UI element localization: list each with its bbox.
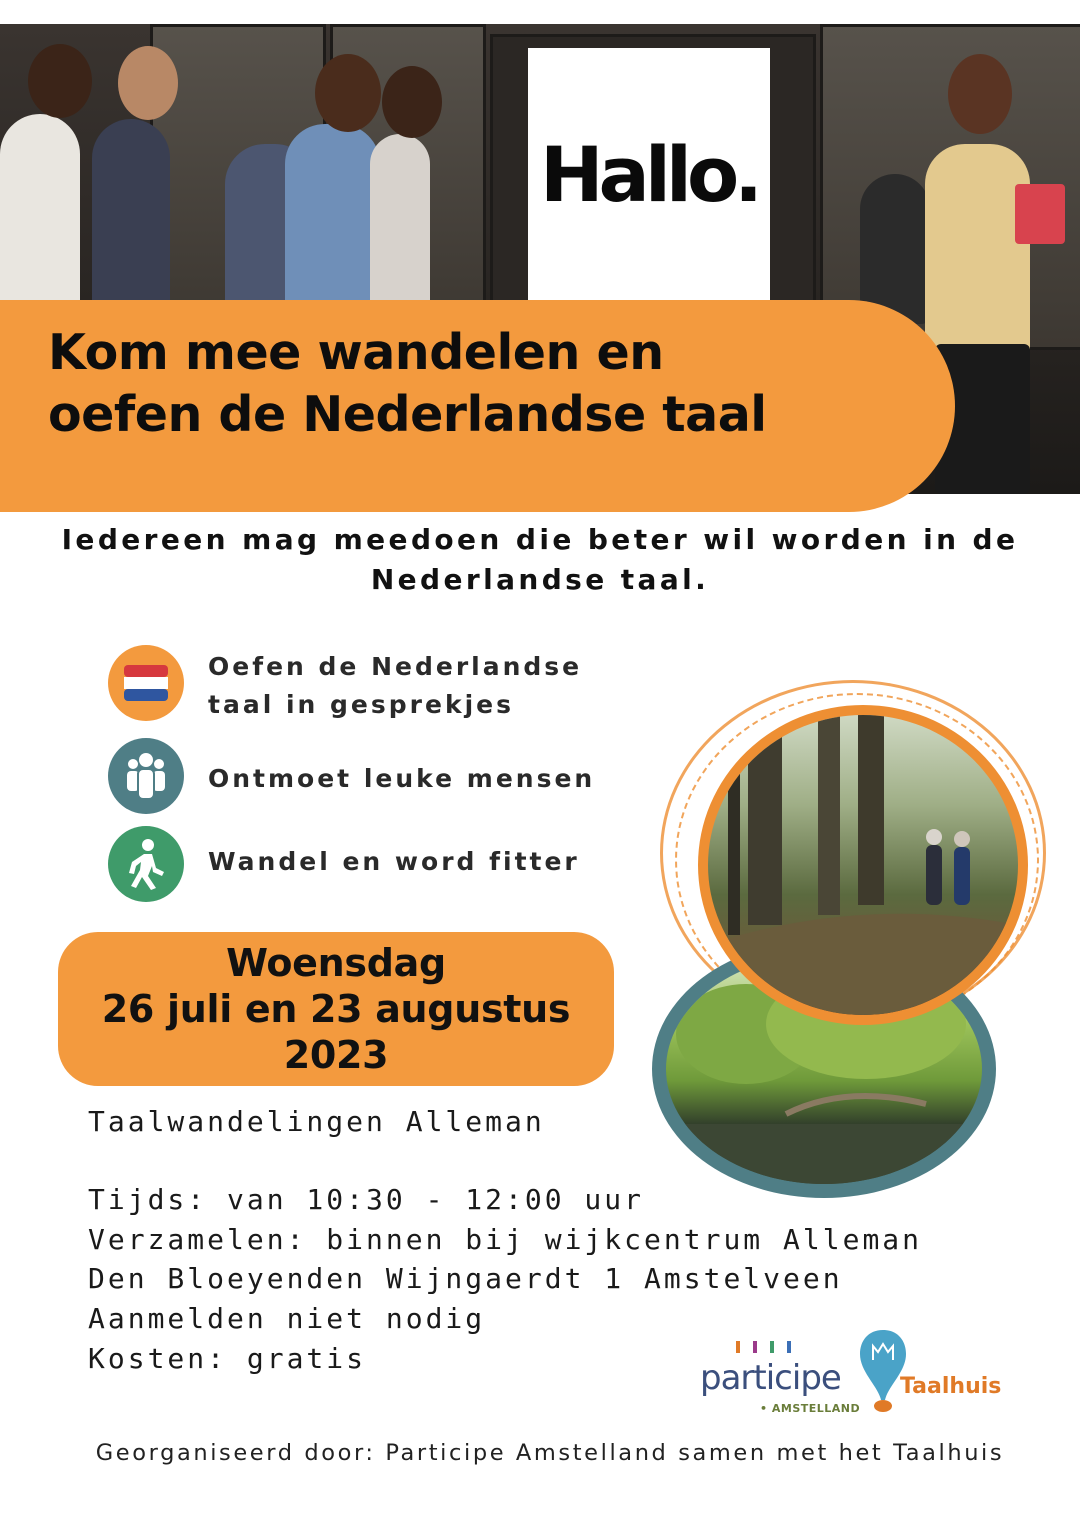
date-weekday: Woensdag (226, 941, 446, 985)
subtitle-line-1: Iedereen mag meedoen die beter wil worden in de (61, 523, 1019, 556)
person-silhouette (925, 144, 1030, 374)
person-head (315, 54, 381, 132)
title-line-2: oefen de Nederlandse taal (48, 386, 767, 443)
person-silhouette (370, 134, 430, 324)
person-silhouette (92, 119, 170, 319)
red-book (1015, 184, 1065, 244)
participe-logo: participe (700, 1358, 841, 1398)
person-silhouette (285, 124, 380, 324)
person-head (382, 66, 442, 138)
title-banner (0, 300, 955, 512)
dutch-flag-icon (108, 645, 184, 721)
bullet-text-meet: Ontmoet leuke mensen (208, 764, 596, 793)
event-time: Tijds: van 10:30 - 12:00 uur (88, 1183, 645, 1216)
event-name: Taalwandelingen Alleman (88, 1105, 545, 1138)
date-days: 26 juli en 23 augustus (101, 987, 571, 1031)
bullet-text-practice (208, 648, 582, 724)
person-silhouette (0, 114, 80, 324)
title-line-1: Kom mee wandelen en (48, 324, 664, 381)
participe-logo-sub: • AMSTELLAND (760, 1402, 861, 1415)
participe-logo-bars (736, 1338, 804, 1357)
person-head (118, 46, 178, 120)
cost: Kosten: gratis (88, 1342, 367, 1375)
date-pill (58, 932, 614, 1086)
date-year: 2023 (283, 1033, 389, 1077)
bullet-text-walk: Wandel en word fitter (208, 847, 580, 876)
bullet-line: taal in gesprekjes (208, 690, 514, 719)
person-head (948, 54, 1012, 134)
person-head (28, 44, 92, 118)
hallo-text: Hallo. (539, 129, 759, 219)
subtitle (40, 520, 1040, 600)
forest-path-photo (698, 705, 1028, 1025)
page-title (48, 322, 767, 446)
registration: Aanmelden niet nodig (88, 1302, 486, 1335)
address: Den Bloeyenden Wijngaerdt 1 Amstelveen (88, 1262, 843, 1295)
footer-organizer: Georganiseerd door: Participe Amstelland samen met het Taalhuis (95, 1440, 1005, 1466)
hallo-card (528, 48, 770, 300)
meeting-point: Verzamelen: binnen bij wijkcentrum Alleman (88, 1223, 923, 1256)
walking-person-icon (108, 826, 184, 902)
subtitle-line-2: Nederlandse taal. (370, 563, 710, 596)
people-group-icon (108, 738, 184, 814)
taalhuis-logo: Taalhuis (900, 1374, 1002, 1399)
bullet-line: Oefen de Nederlandse (208, 652, 583, 681)
taalhuis-pin-icon (858, 1328, 908, 1418)
